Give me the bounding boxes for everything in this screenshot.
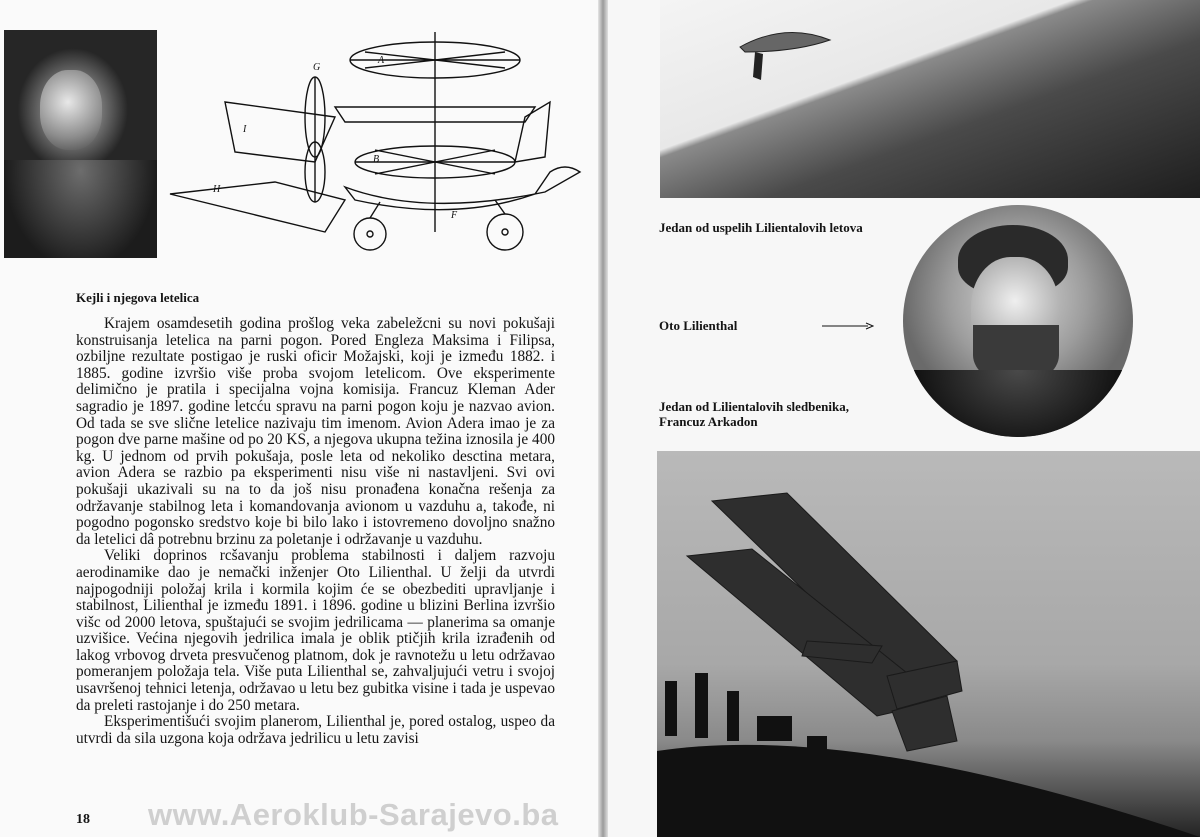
label-i: I bbox=[243, 124, 247, 135]
follower-caption: Jedan od Lilientalovih sledbenika, Francuz Arkadon bbox=[659, 399, 849, 429]
lilienthal-flight-photo bbox=[660, 0, 1200, 198]
arkadon-glider-photo bbox=[657, 451, 1200, 837]
flight-caption: Jedan od uspelih Lilientalovih letova bbox=[659, 220, 863, 235]
article-body bbox=[76, 316, 555, 747]
label-f: F bbox=[451, 210, 458, 221]
label-h: H bbox=[213, 184, 221, 195]
paragraph-1: Krajem osamdesetih godina prošlog veka zabeležcni su novi pokušaji konstruisanja letelica na parni pogon. Pored Engleza Maksima i Filipsa, ozbiljne rezultate postigao je ruski oficir Možajski, koji je između 1882. i 1885. godine izvršio više proba svojom letelicom. Ove eksperimente delimično je pratila i specijalna vojna komisija. Francuz Kleman Ader sagradio je 1897. godine letcću spravu na parni pogon koju je nazvao avion. Od tada se sve slične letelice nazivaju tim imenom. Avion Adera imao je za pogon dve parne mašine od po 20 KS, a njegova ukupna težina iznosila je 400 kg. U jednom od prvih pokušaja, posle leta od nekoliko desctina metara, avion Adera se razbio pa eksperimenti nisu više ni nastavljeni. Svi ovi pokušaji ukazivali su na to da još nisu pronađena konačna rešenja za održavanje stabilnog leta i komandovanja avionom u vazduhu a, takođe, ni pogodno pogonsko sredstvo koje bi bilo lako i istovremeno dovoljno snažno da letelici dâ potrebnu brzinu za poletanje i održavanje u vazduhu. bbox=[76, 315, 555, 548]
page-number: 18 bbox=[76, 812, 90, 827]
label-b: B bbox=[373, 154, 380, 165]
cayley-flying-machine-diagram bbox=[165, 22, 595, 272]
paragraph-3: Eksperimentišući svojim planerom, Lilienthal je, pored ostalog, uspeo da utvrdi da sila uzgona koja održava jedrilicu u letu zavisi bbox=[76, 713, 555, 747]
paragraph-2: Veliki doprinos rcšavanju problema stabilnosti i daljem razvoju aerodinamike dao je nemački inženjer Oto Lilienthal. U želji da utvrdi najpogodniji položaj krila i kormila kojim će se obezbediti upravljanje i stabilnost, Lilienthal je između 1891. i 1896. godine u blizini Berlina izvršio višc od 2000 letova, spuštajući se svojim jedrilicama — planerima sa omanje uzvišice. Većina njegovih jedrilica imala je oblik ptičjih krila izrađenih od lakog vrbovog drveta presvučenog platnom, dok je ravnotežu u letu održavao pomeranjem položaja tela. Više puta Lilienthal se, zahvaljujući vetru i svojoj usavršenoj tehnici letenja, održavao u letu bez gubitka visine i tada je uspevao da preleti rastojanje i do 250 metara. bbox=[76, 547, 555, 714]
cayley-portrait-photo bbox=[4, 30, 157, 258]
arrow-icon bbox=[822, 322, 874, 330]
website-watermark: www.Aeroklub-Sarajevo.ba bbox=[148, 797, 559, 832]
lilienthal-portrait-photo bbox=[903, 205, 1133, 437]
label-a: A bbox=[378, 55, 385, 66]
label-g: G bbox=[313, 62, 321, 73]
diagram-caption: Kejli i njegova letelica bbox=[76, 290, 200, 305]
book-gutter bbox=[598, 0, 608, 837]
portrait-caption: Oto Lilienthal bbox=[659, 318, 738, 333]
